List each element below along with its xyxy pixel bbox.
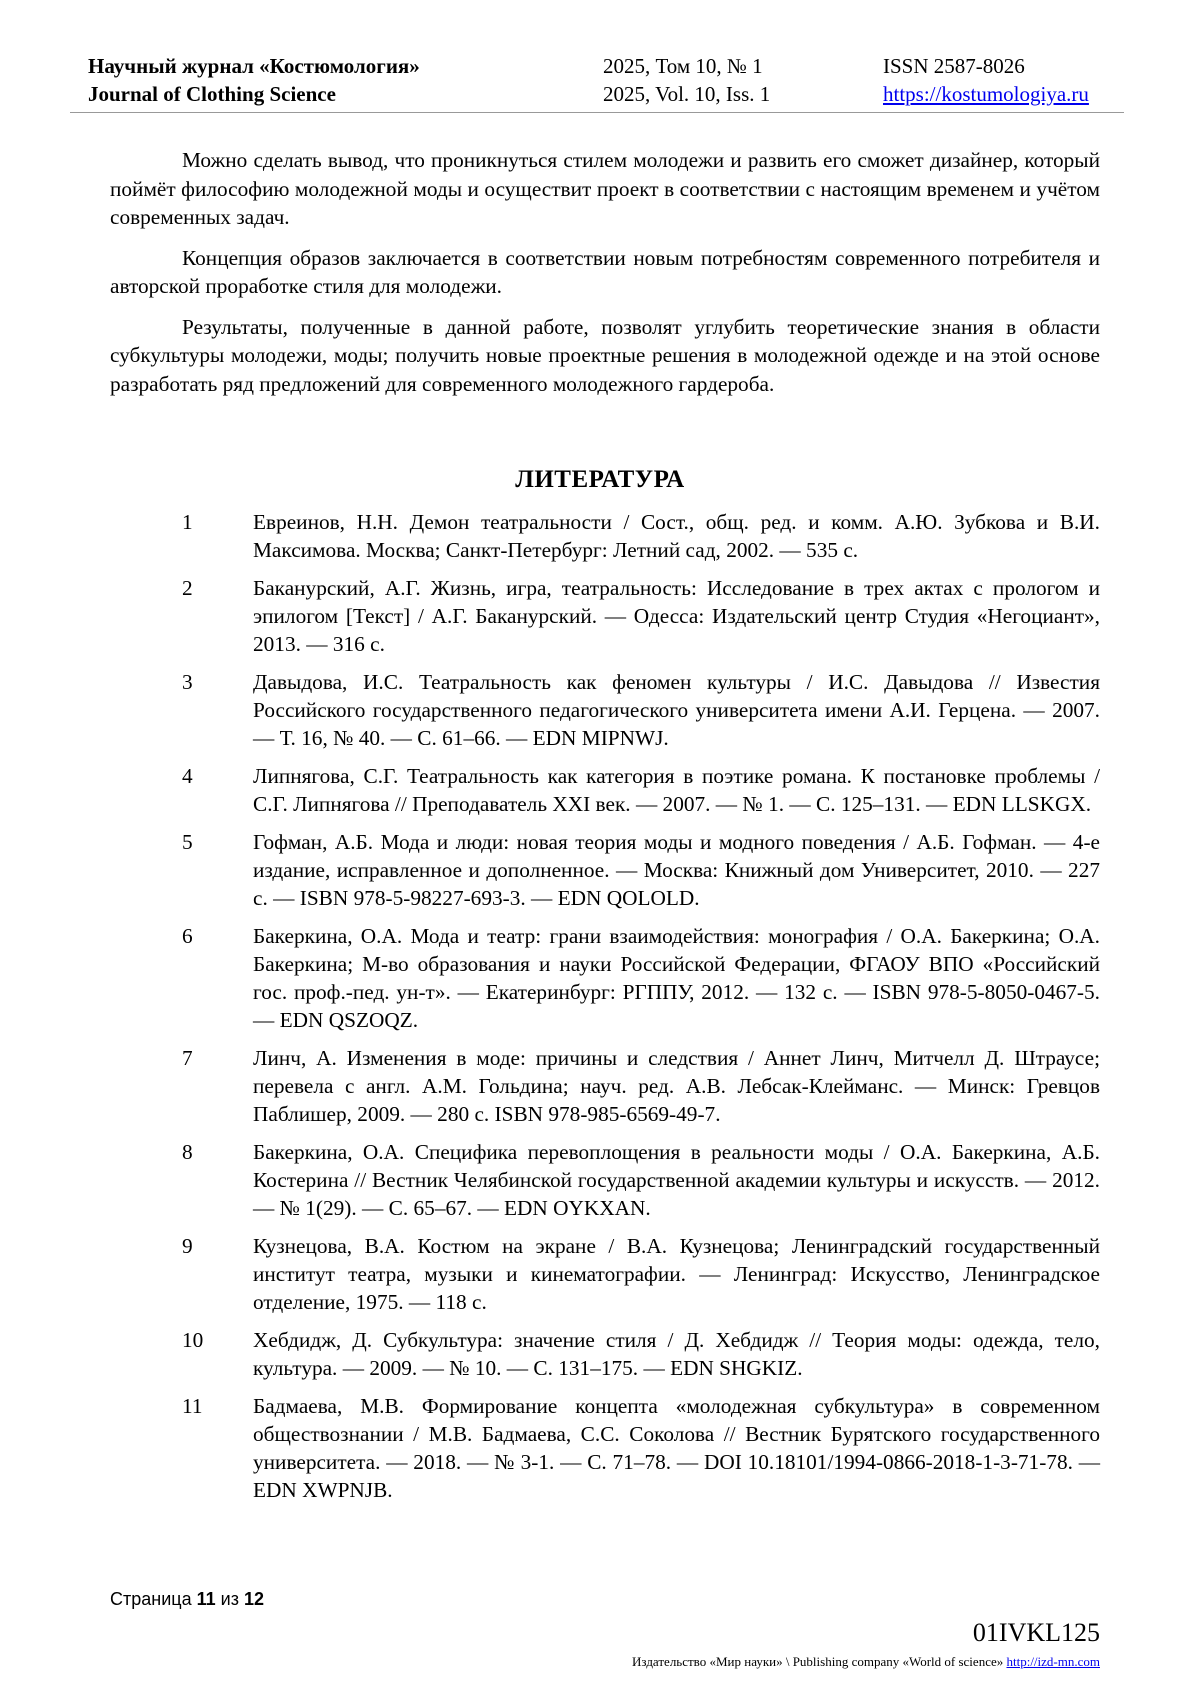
reference-text: Кузнецова, В.А. Костюм на экране / В.А. Кузнецова; Ленинградский государственный институт театра, музыки и кинематографии. — Ленинград: Искусство, Ленинградское отделение, 1975. — 118 с. <box>253 1234 1100 1314</box>
journal-title-block <box>88 52 420 108</box>
issue-ru: 2025, Том 10, № 1 <box>603 54 763 78</box>
reference-text: Гофман, А.Б. Мода и люди: новая теория моды и модного поведения / А.Б. Гофман. — 4-е издание, исправленное и дополненное. — Москва: Книжный дом Университет, 2010. — 227 с. — ISBN 978-5-98227-693-3. — EDN QOLOLD. <box>253 830 1100 910</box>
reference-item <box>110 1138 1100 1222</box>
reference-number: 4 <box>182 764 193 788</box>
reference-item <box>110 508 1100 564</box>
reference-item <box>110 1326 1100 1382</box>
paragraph: Можно сделать вывод, что проникнуться стилем молодежи и развить его сможет дизайнер, который поймёт философию молодежной моды и осуществит проект в соответствии с настоящим временем и учётом современных задач. <box>110 148 1100 229</box>
article-code: 01IVKL125 <box>972 1618 1100 1647</box>
reference-number: 1 <box>182 510 193 534</box>
paragraph: Концепция образов заключается в соответствии новым потребностям современного потребителя и авторской проработке стиля для молодежи. <box>110 245 1100 298</box>
reference-item <box>110 1232 1100 1316</box>
reference-text: Баканурский, А.Г. Жизнь, игра, театральность: Исследование в трех актах с прологом и эпилогом [Текст] / А.Г. Баканурский. — Одесса: Издательский центр Студия «Негоциант», 2013. — 316 с. <box>253 576 1100 656</box>
reference-item <box>110 828 1100 912</box>
reference-text: Евреинов, Н.Н. Демон театральности / Сост., общ. ред. и комм. А.Ю. Зубкова и В.И. Максимова. Москва; Санкт-Петербург: Летний сад, 2002. — 535 с. <box>253 510 1100 562</box>
conclusion-text <box>110 146 1100 410</box>
reference-number: 9 <box>182 1234 193 1258</box>
reference-item <box>110 668 1100 752</box>
reference-item <box>110 762 1100 818</box>
reference-number: 8 <box>182 1140 193 1164</box>
reference-number: 2 <box>182 576 193 600</box>
reference-number: 11 <box>182 1394 203 1418</box>
publisher-text: Издательство «Мир науки» \ Publishing company «World of science» <box>632 1654 1004 1669</box>
reference-text: Хебдидж, Д. Субкультура: значение стиля / Д. Хебдидж // Теория моды: одежда, тело, культура. — 2009. — № 10. — С. 131–175. — EDN SHGKIZ. <box>253 1328 1100 1380</box>
page-header <box>88 52 1123 112</box>
reference-text: Бакеркина, О.А. Специфика перевоплощения в реальности моды / О.А. Бакеркина, А.Б. Костерина // Вестник Челябинской государственной академии культуры и искусств. — 2012. — № 1(29). — С. 65–67. — EDN OYKXAN. <box>253 1140 1100 1220</box>
header-divider <box>70 112 1124 113</box>
reference-text: Липнягова, С.Г. Театральность как категория в поэтике романа. К постановке проблемы / С.Г. Липнягова // Преподаватель XXI век. — 2007. — № 1. — С. 125–131. — EDN LLSKGX. <box>253 764 1100 816</box>
publisher-line <box>632 1654 1100 1670</box>
issn: ISSN 2587-8026 <box>883 54 1025 78</box>
reference-item <box>110 1044 1100 1128</box>
references-title: ЛИТЕРАТУРА <box>515 466 685 493</box>
issue-block <box>603 52 770 108</box>
journal-url-link[interactable]: https://kostumologiya.ru <box>883 82 1089 106</box>
reference-number: 3 <box>182 670 193 694</box>
page-current: 11 <box>196 1589 216 1609</box>
issue-en: 2025, Vol. 10, Iss. 1 <box>603 82 771 106</box>
paragraph: Результаты, полученные в данной работе, позволят углубить теоретические знания в области субкультуры молодежи, моды; получить новые проектные решения в молодежной одежде и на этой основе разработать ряд предложений для современного молодежного гардероба. <box>110 314 1100 396</box>
reference-text: Линч, А. Изменения в моде: причины и следствия / Аннет Линч, Митчелл Д. Штраусе; перевела с англ. А.М. Гольдина; науч. ред. А.В. Лебсак-Клейманс. — Минск: Гревцов Паблишер, 2009. — 280 с. ISBN 978-985-6569-49-7. <box>253 1046 1100 1126</box>
reference-list <box>110 508 1100 1514</box>
reference-number: 5 <box>182 830 193 854</box>
reference-text: Давыдова, И.С. Театральность как феномен культуры / И.С. Давыдова // Известия Российского государственного педагогического университета имени А.И. Герцена. — 2007. — Т. 16, № 40. — С. 61–66. — EDN MIPNWJ. <box>253 670 1100 750</box>
reference-item <box>110 922 1100 1034</box>
publisher-url-link[interactable]: http://izd-mn.com <box>1006 1654 1100 1669</box>
reference-number: 7 <box>182 1046 193 1070</box>
reference-number: 6 <box>182 924 193 948</box>
journal-title-en: Journal of Clothing Science <box>88 82 336 106</box>
page-number <box>110 1589 264 1610</box>
reference-item <box>110 574 1100 658</box>
page-label: Страница <box>110 1589 192 1609</box>
reference-item <box>110 1392 1100 1504</box>
reference-text: Бадмаева, М.В. Формирование концепта «молодежная субкультура» в современном обществознании / М.В. Бадмаева, С.С. Соколова // Вестник Бурятского государственного университета. — 2018. — № 3-1. — С. 71–78. — DOI 10.18101/1994-0866-2018-1-3-71-78. — EDN XWPNJB. <box>253 1394 1100 1502</box>
page-of: из <box>220 1589 239 1609</box>
page-total: 12 <box>243 1589 265 1609</box>
reference-number: 10 <box>182 1328 204 1352</box>
journal-title-ru: Научный журнал «Костюмология» <box>88 54 420 78</box>
reference-text: Бакеркина, О.А. Мода и театр: грани взаимодействия: монография / О.А. Бакеркина; О.А. Бакеркина; М-во образования и науки Российской Федерации, ФГАОУ ВПО «Российский гос. проф.-пед. ун-т». — Екатеринбург: РГППУ, 2012. — 132 с. — ISBN 978-5-8050-0467-5. — EDN QSZOQZ. <box>253 924 1100 1032</box>
issn-block <box>883 52 1089 108</box>
